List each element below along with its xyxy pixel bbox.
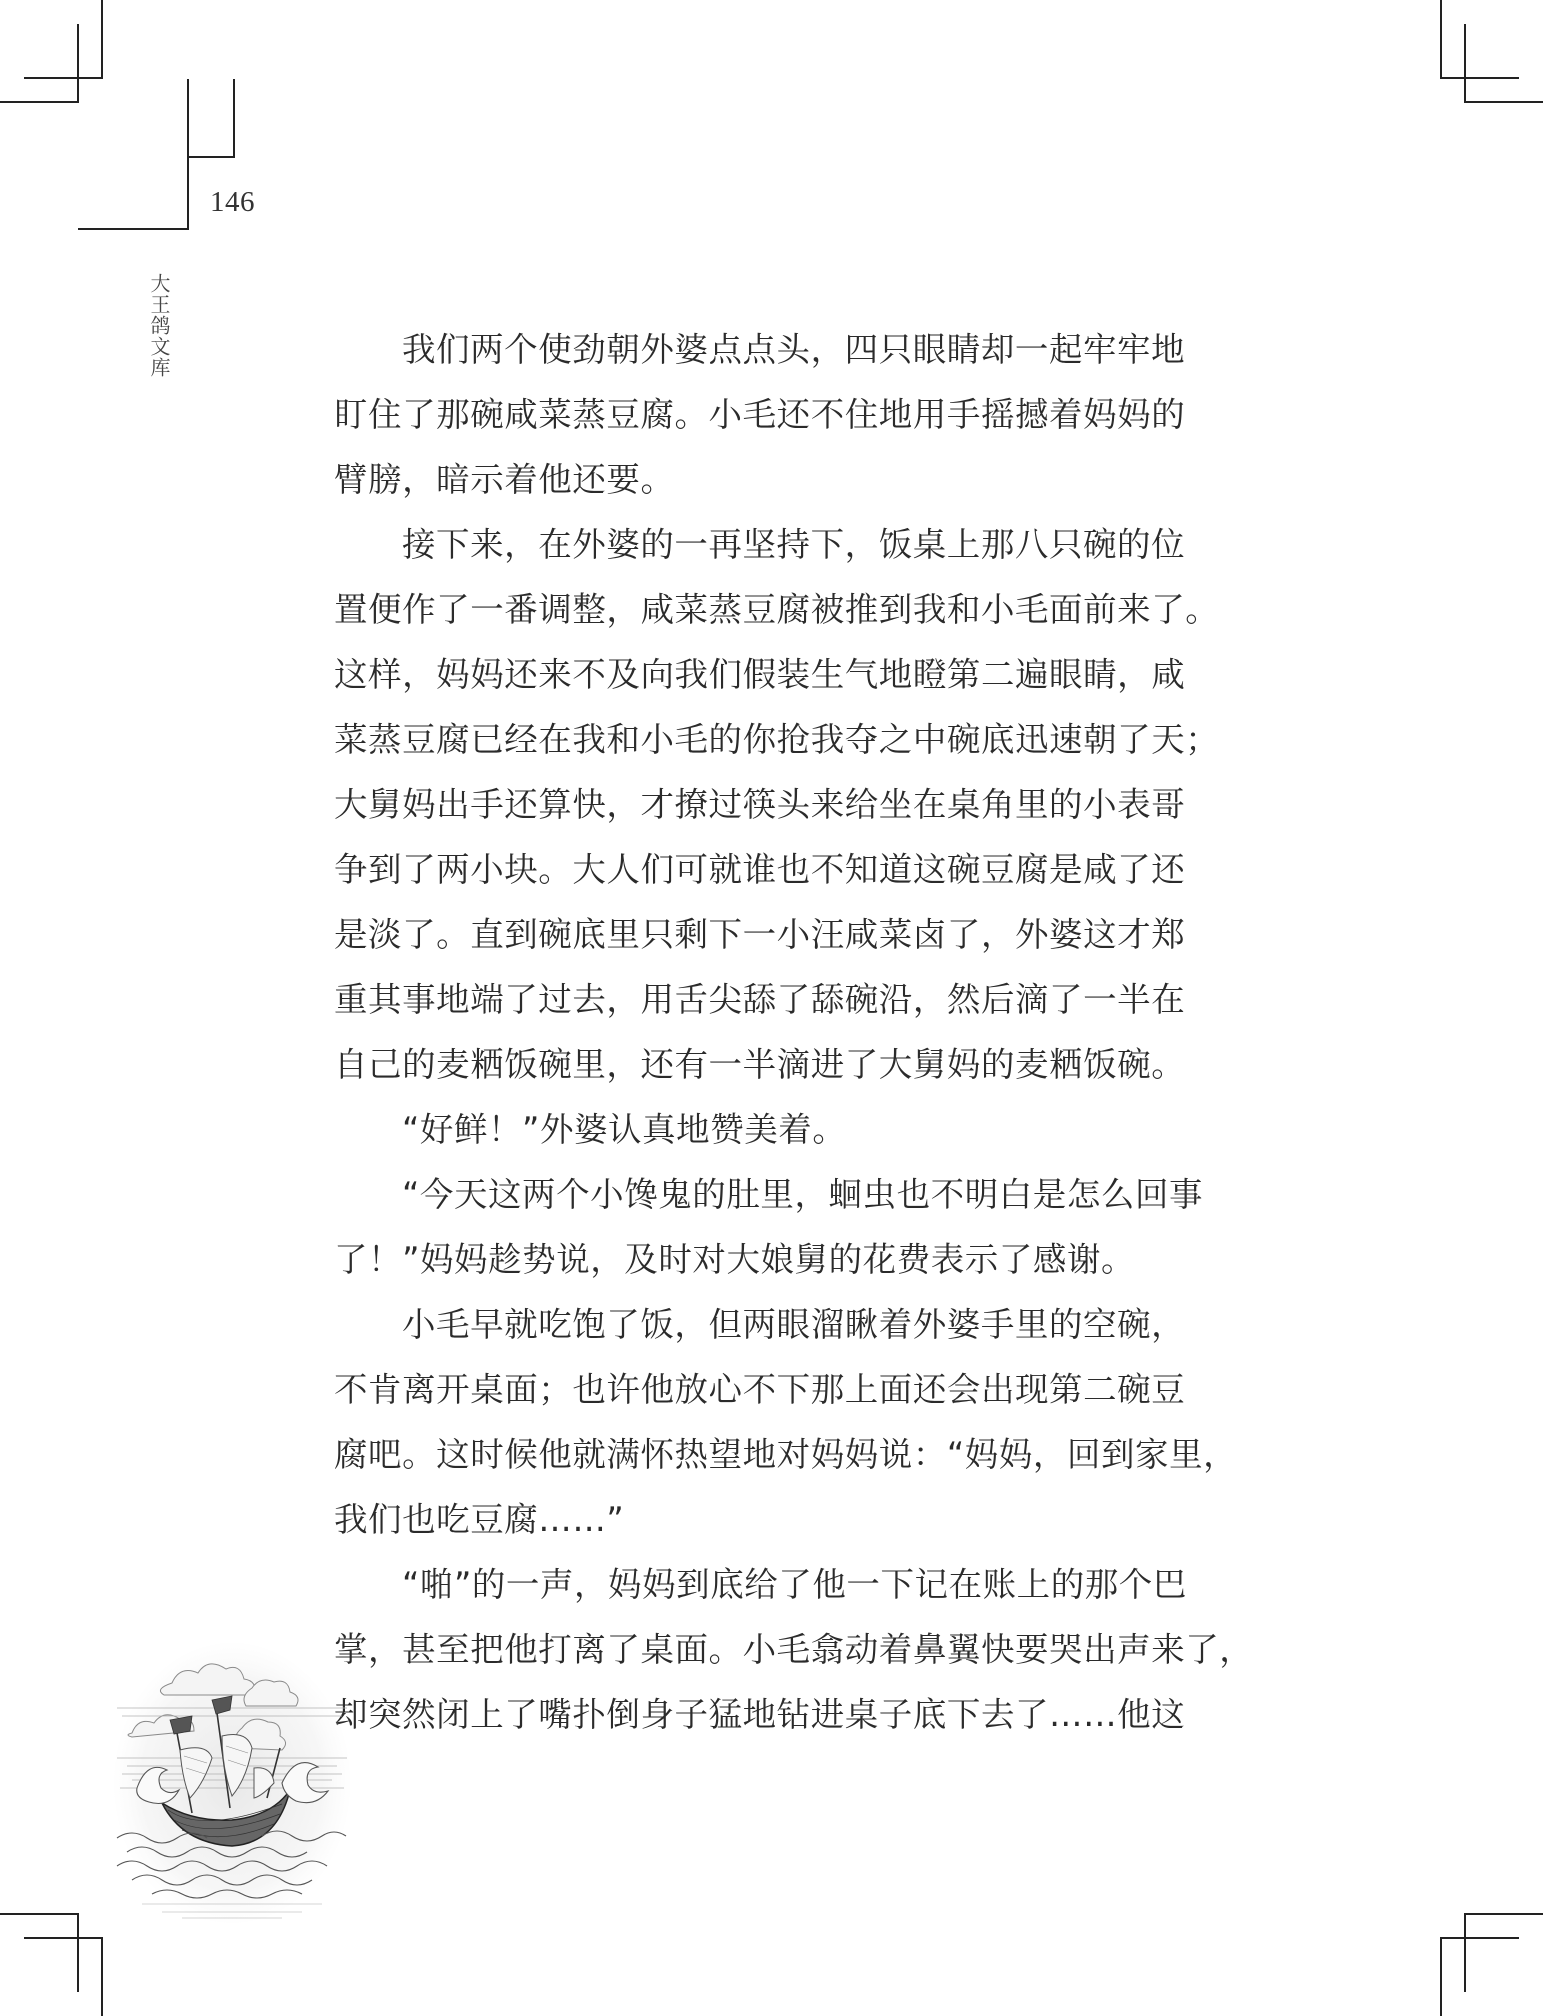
text-line: 接下来，在外婆的一再坚持下，饭桌上那八只碗的位 xyxy=(402,525,1186,564)
text-line: 重其事地端了过去，用舌尖舔了舔碗沿，然后滴了一半在 xyxy=(334,980,1186,1019)
text-line: 菜蒸豆腐已经在我和小毛的你抢我夺之中碗底迅速朝了天； xyxy=(334,720,1220,759)
text-line: 我们也吃豆腐……” xyxy=(334,1500,625,1539)
text-line: 争到了两小块。大人们可就谁也不知道这碗豆腐是咸了还 xyxy=(334,850,1186,889)
text-line: 我们两个使劲朝外婆点点头，四只眼睛却一起牢牢地 xyxy=(402,330,1186,369)
text-line: 大舅妈出手还算快，才撩过筷头来给坐在桌角里的小表哥 xyxy=(334,785,1186,824)
series-title: 大王鸽文库 xyxy=(147,273,171,378)
text-line: 了！”妈妈趁势说，及时对大娘舅的花费表示了感谢。 xyxy=(334,1240,1136,1279)
text-line: 是淡了。直到碗底里只剩下一小汪咸菜卤了，外婆这才郑 xyxy=(334,915,1186,954)
text-line: “今天这两个小馋鬼的肚里，蛔虫也不明白是怎么回事 xyxy=(402,1175,1204,1214)
text-line: “好鲜！”外婆认真地赞美着。 xyxy=(402,1110,847,1149)
text-line: 臂膀，暗示着他还要。 xyxy=(334,460,675,499)
text-line: “啪”的一声，妈妈到底给了他一下记在账上的那个巴 xyxy=(402,1565,1187,1604)
text-line: 小毛早就吃饱了饭，但两眼溜瞅着外婆手里的空碗， xyxy=(402,1305,1186,1344)
text-line: 盯住了那碗咸菜蒸豆腐。小毛还不住地用手摇撼着妈妈的 xyxy=(334,395,1186,434)
text-line: 不肯离开桌面；也许他放心不下那上面还会出现第二碗豆 xyxy=(334,1370,1186,1409)
text-line: 置便作了一番调整，咸菜蒸豆腐被推到我和小毛面前来了。 xyxy=(334,590,1220,629)
sailing-ship-icon xyxy=(112,1638,352,1923)
text-line: 腐吧。这时候他就满怀热望地对妈妈说：“妈妈，回到家里， xyxy=(334,1435,1238,1474)
text-line: 却突然闭上了嘴扑倒身子猛地钻进桌子底下去了……他这 xyxy=(334,1695,1186,1734)
page-number: 146 xyxy=(210,186,255,218)
text-line: 自己的麦粞饭碗里，还有一半滴进了大舅妈的麦粞饭碗。 xyxy=(334,1045,1186,1084)
ship-illustration xyxy=(112,1638,352,1923)
text-line: 掌，甚至把他打离了桌面。小毛翕动着鼻翼快要哭出声来了， xyxy=(334,1630,1254,1669)
text-line: 这样，妈妈还来不及向我们假装生气地瞪第二遍眼睛，咸 xyxy=(334,655,1186,694)
